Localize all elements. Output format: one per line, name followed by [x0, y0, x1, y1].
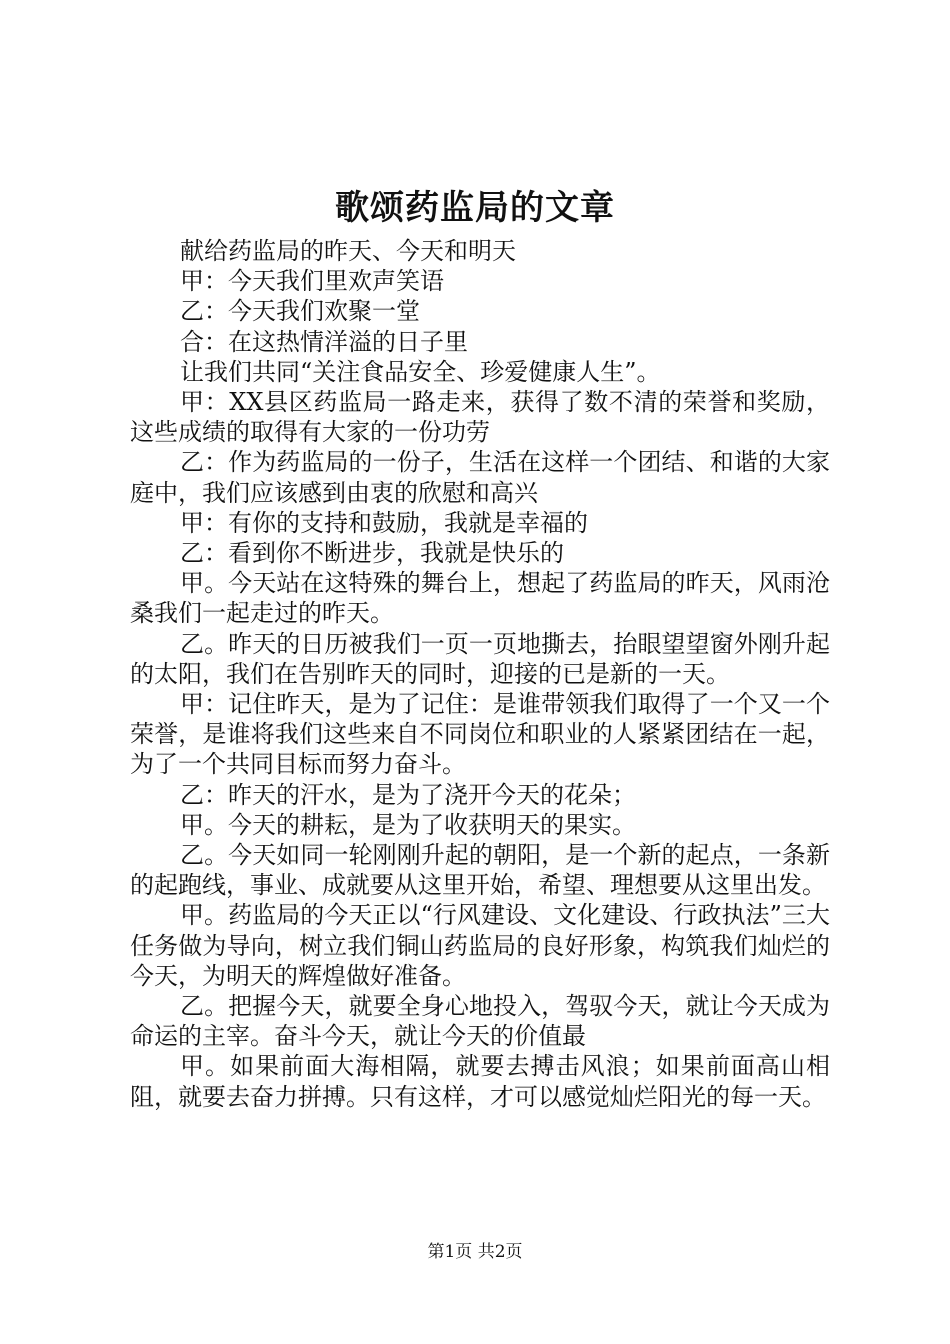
paragraph-13: 乙：昨天的汗水，是为了浇开今天的花朵； — [180, 780, 636, 809]
page-title: 歌颂药监局的文章 — [335, 188, 615, 228]
paragraph-12: 甲：记住昨天，是为了记住：是谁带领我们取得了一个又一个荣誉，是谁将我们这些来自不同岗位和职业的人紧紧团结在一起，为了一个共同目标而努力奋斗。 — [130, 690, 830, 779]
paragraph-16: 甲。药监局的今天正以“行风建设、文化建设、行政执法”三大任务做为导向，树立我们铜山药监局的良好形象，构筑我们灿烂的今天，为明天的辉煌做好准备。 — [130, 901, 830, 990]
paragraph-6: 甲：XX县区药监局一路走来，获得了数不清的荣誉和奖励，这些成绩的取得有大家的一份功劳 — [130, 388, 830, 447]
paragraph-2: 甲：今天我们里欢声笑语 — [180, 267, 444, 296]
paragraph-18: 甲。如果前面大海相隔，就要去搏击风浪；如果前面高山相阻，就要去奋力拼搏。只有这样，才可以感觉灿烂阳光的每一天。 — [130, 1052, 830, 1111]
paragraph-11: 乙。昨天的日历被我们一页一页地撕去，抬眼望望窗外刚升起的太阳，我们在告别昨天的同时，迎接的已是新的一天。 — [130, 629, 830, 688]
page-number-footer: 第1页 共2页 — [427, 1242, 523, 1262]
paragraph-4: 合：在这热情洋溢的日子里 — [180, 327, 468, 356]
paragraph-10: 甲。今天站在这特殊的舞台上，想起了药监局的昨天，风雨沧桑我们一起走过的昨天。 — [130, 569, 830, 628]
paragraph-1: 献给药监局的昨天、今天和明天 — [180, 237, 516, 265]
paragraph-5: 让我们共同“关注食品安全、珍爱健康人生”。 — [180, 357, 661, 386]
paragraph-14: 甲。今天的耕耘，是为了收获明天的果实。 — [180, 810, 636, 839]
paragraph-17: 乙。把握今天，就要全身心地投入，驾驭今天，就让今天成为命运的主宰。奋斗今天，就让今天的价值最 — [130, 992, 830, 1051]
paragraph-7: 乙：作为药监局的一份子，生活在这样一个团结、和谐的大家庭中，我们应该感到由衷的欣慰和高兴 — [130, 448, 830, 507]
paragraph-3: 乙：今天我们欢聚一堂 — [180, 297, 420, 326]
document-body — [130, 236, 830, 1112]
paragraph-9: 乙：看到你不断进步，我就是快乐的 — [180, 539, 564, 568]
paragraph-15: 乙。今天如同一轮刚刚升起的朝阳，是一个新的起点，一条新的起跑线，事业、成就要从这里开始，希望、理想要从这里出发。 — [130, 841, 830, 900]
paragraph-8: 甲：有你的支持和鼓励，我就是幸福的 — [180, 508, 588, 537]
